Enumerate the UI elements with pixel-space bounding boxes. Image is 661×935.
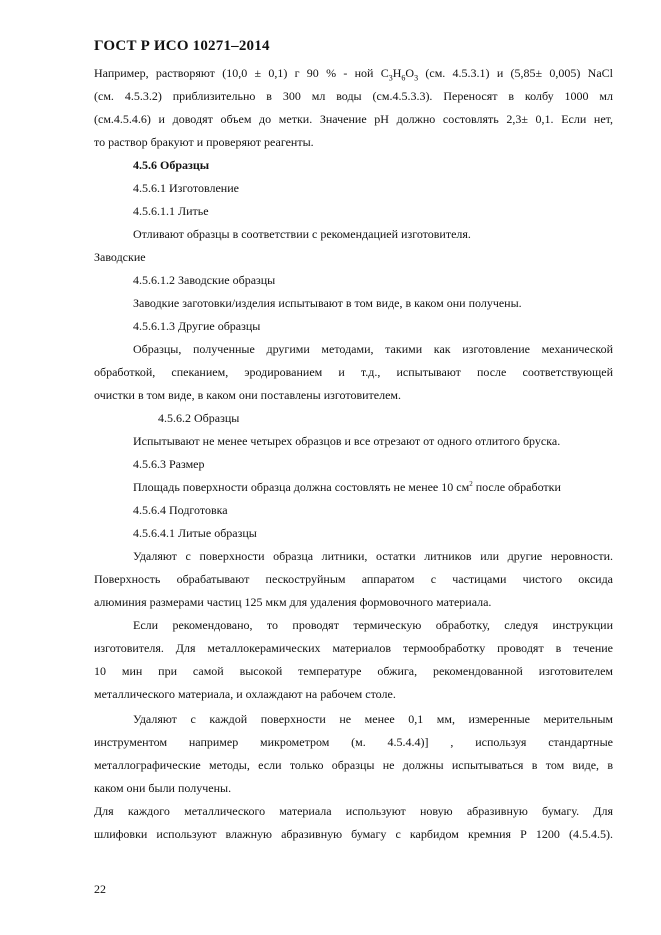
text-line: каком они были получены. [94,781,232,795]
text-line: (см. 4.5.3.2) приблизительно в 300 мл воды (см.4.5.3.3). Переносят в колбу 1000 мл [94,89,613,103]
subsection-heading: 4.5.6.1 Изготовление [133,181,239,195]
text-line: Образцы, полученные другими методами, такими как изготовление механической [133,342,613,356]
document-header: ГОСТ Р ИСО 10271–2014 [94,38,270,54]
text-line: алюминия размерами частиц 125 мкм для удаления формовочного материала. [94,595,492,609]
page-number: 22 [94,882,106,896]
text-line: изготовителя. Для металлокерамических материалов термообработку проводят в течение [94,641,613,655]
subsection-heading: 4.5.6.4 Подготовка [133,503,228,517]
text-line: Испытывают не менее четырех образцов и все отрезают от одного отлитого бруска. [133,434,561,448]
text-line: то раствор бракуют и проверяют реагенты. [94,135,314,149]
section-heading: 4.5.6 Образцы [133,158,210,172]
text-line: металлографические методы, если только образцы не должны испытываться в том виде, в [94,758,613,772]
subsection-heading: 4.5.6.2 Образцы [158,411,240,425]
text-line: Удаляют с поверхности образца литники, остатки литников или другие неровности. [133,549,613,563]
text-line: инструментом например микрометром (м. 4.5.4.4)] , используя стандартные [94,735,613,749]
text-line: шлифовки используют влажную абразивную бумагу с карбидом кремния Р 1200 (4.5.4.5). [94,827,613,841]
text-line: Если рекомендовано, то проводят термическую обработку, следуя инструкции [133,618,613,632]
text-line: Например, растворяют (10,0 ± 0,1) г 90 % - ной $C_3H_6O_3$ (см. 4.5.3.1) и (5,85± 0,005) NaCl [94,66,613,83]
text-line: Отливают образцы в соответствии с рекомендацией изготовителя. [133,227,471,241]
text-line: Заводкие заготовки/изделия испытывают в том виде, в каком они получены. [133,296,522,310]
text-line: 10 мин при самой высокой температуре обжига, рекомендованной изготовителем [94,664,613,678]
subsection-heading: 4.5.6.4.1 Литые образцы [133,526,257,540]
subsection-heading: 4.5.6.1.2 Заводские образцы [133,273,276,287]
subsection-heading: 4.5.6.3 Размер [133,457,205,471]
text-line: обработкой, спеканием, эродированием и т.д., испытывают после соответствующей [94,365,613,379]
subsection-heading: 4.5.6.1.3 Другие образцы [133,319,261,333]
text-line: (см.4.5.4.6) и доводят объем до метки. Значение pH должно состовлять 2,3± 0,1. Если нет, [94,112,613,126]
text-line: Площадь поверхности образца должна состовлять не менее 10 $см^2$ после обработки [133,480,561,494]
text-line: Удаляют с каждой поверхности не менее 0,1 мм, измеренные мерительным [133,712,613,726]
text-line: очистки в том виде, в каком они поставлены изготовителем. [94,388,402,402]
subsection-heading: 4.5.6.1.1 Литье [133,204,209,218]
text-line: Заводские [94,250,146,264]
text-line: металлического материала, и охлаждают на рабочем столе. [94,687,396,701]
text-line: Для каждого металлического материала используют новую абразивную бумагу. Для [94,804,613,818]
text-line: Поверхность обрабатывают пескоструйным аппаратом с частицами чистого оксида [94,572,613,586]
